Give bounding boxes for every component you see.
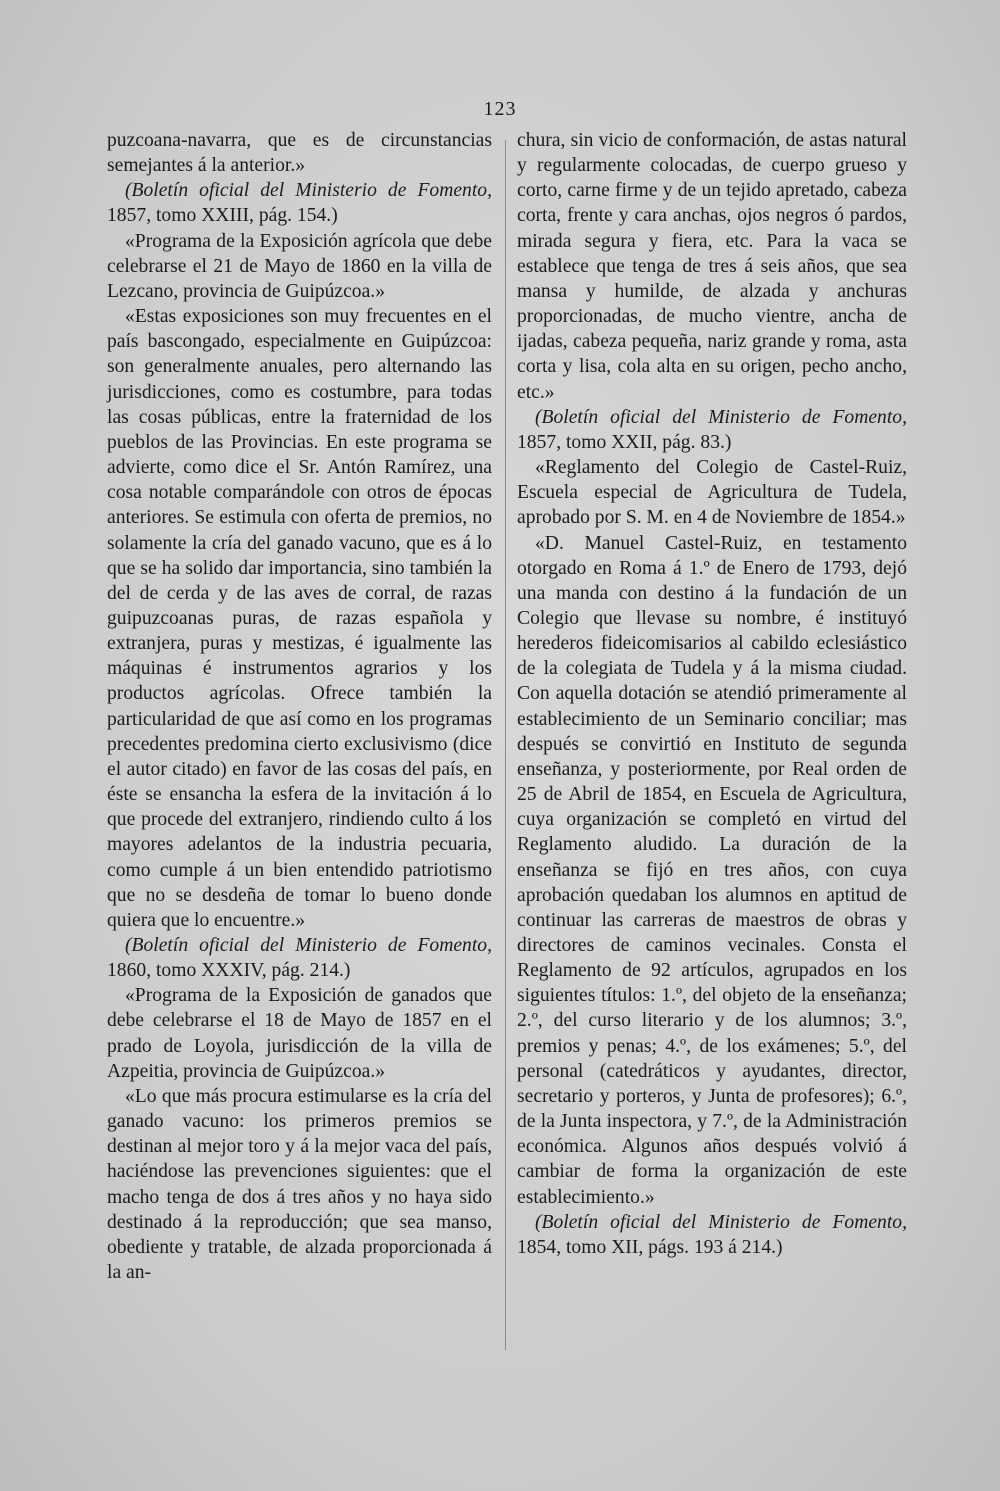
- paragraph: «D. Manuel Castel-Ruiz, en testamento otorgado en Roma á 1.º de Enero de 1793, dejó una manda con destino á la fundación de un Colegio que llevase su nombre, é instituyó herederos fideicomisarios al cabildo eclesiástico de la colegiata de Tudela y á la misma ciudad. Con aquella dotación se atendió primeramente al establecimiento de un Seminario conciliar; mas después se convirtió en Instituto de segunda enseñanza, y posteriormente, por Real orden de 25 de Abril de 1854, en Escuela de Agricultura, cuya organización se completó en virtud del Reglamento aludido. La duración de la enseñanza se fijó en tres años, con cuya aprobación quedaban los alumnos en aptitud de continuar las carreras de maestros de obras y directores de caminos vecinales. Consta el Reglamento de 92 artículos, agrupados en los siguientes títulos: 1.º, del objeto de la enseñanza; 2.º, del curso literario y de los alumnos; 3.º, premios y penas; 4.º, de los exámenes; 5.º, del personal (catedráticos y ayudantes, director, secretario y porteros, y Junta de profesores); 6.º, de la Junta inspectora, y 7.º, de la Administración económica. Algunos años después volvió á cambiar de forma la organización de este establecimiento.»: [517, 532, 907, 1208]
- citation-source: (Boletín oficial del Ministerio de Fomento,: [125, 935, 492, 956]
- paragraph: «Reglamento del Colegio de Castel-Ruiz, Escuela especial de Agricultura de Tudela, aprobado por S. M. en 4 de Noviembre de 1854.»: [517, 457, 907, 529]
- page-number: 123: [483, 98, 517, 120]
- citation-source: (Boletín oficial del Ministerio de Fomento,: [535, 1211, 907, 1233]
- citation-details: 1857, tomo XXII, pág. 83.): [517, 431, 732, 453]
- citation-details: 1854, tomo XII, págs. 193 á 214.): [517, 1236, 783, 1258]
- citation: [517, 1210, 907, 1260]
- paragraph: «Lo que más procura estimularse es la cría del ganado vacuno: los primeros premios se destinan al mejor toro y á la mejor vaca del país, haciéndose las prevenciones siguientes: que el macho tenga de dos á tres años y no haya sido destinado á la reproducción; que sea manso, obediente y tratable, de alzada proporcionada á la an-: [107, 1085, 492, 1284]
- column-divider: [505, 140, 506, 1350]
- citation-source: (Boletín oficial del Ministerio de Fomento,: [125, 180, 492, 202]
- citation-details: 1857, tomo XXIII, pág. 154.): [107, 205, 338, 227]
- citation: [517, 405, 907, 455]
- paragraph: «Programa de la Exposición agrícola que debe celebrarse el 21 de Mayo de 1860 en la villa de Lezcano, provincia de Guipúzcoa.»: [107, 230, 492, 302]
- citation: [107, 178, 492, 228]
- citation-details: 1860, tomo XXXIV, pág. 214.): [107, 960, 351, 982]
- paragraph: puzcoana-navarra, que es de circunstancias semejantes á la anterior.»: [107, 130, 492, 177]
- paragraph: chura, sin vicio de conformación, de astas natural y regularmente colocadas, de cuerpo grueso y corto, carne firme y de un tejido apretado, cabeza corta, frente y cara anchas, ojos negros ó pardos, mirada segura y fiera, etc. Para la vaca se establece que tenga de tres á seis años, que sea mansa y humilde, de alzada y anchuras proporcionadas, de mucho vientre, ancha de ijadas, cabeza pequeña, nariz grande y roma, asta corta y lisa, cola alta en su origen, pecho ancho, etc.»: [517, 130, 907, 403]
- paragraph: «Estas exposiciones son muy frecuentes en el país bascongado, especialmente en Guipúzcoa: son generalmente anuales, pero alternando las jurisdicciones, como es costumbre, para todas las cosas públicas, entre la fraternidad de los pueblos de las Provincias. En este programa se advierte, como dice el Sr. Antón Ramírez, una cosa notable comparándole con otros de épocas anteriores. Se estimula con oferta de premios, no solamente la cría del ganado vacuno, que es á lo que se ha solido dar importancia, sino también la del de cerda y de las aves de corral, de razas guipuzcoanas puras, de razas española y extranjera, puras y mestizas, é igualmente las máquinas é instrumentos agrarios y los productos agrícolas. Ofrece también la particularidad de que así como en los programas precedentes predomina cierto exclusivismo (dice el autor citado) en favor de las cosas del país, en éste se ensancha la esfera de la invitación á lo que procede del extranjero, rindiendo culto á los mayores adelantos de la industria pecuaria, como cumple á un bien entendido patriotismo que no se desdeña de tomar lo bueno donde quiera que lo encuentre.»: [107, 306, 492, 931]
- left-column: [107, 128, 492, 1285]
- paragraph: «Programa de la Exposición de ganados que debe celebrarse el 18 de Mayo de 1857 en el prado de Loyola, jurisdicción de la villa de Azpeitia, provincia de Guipúzcoa.»: [107, 985, 492, 1082]
- citation: [107, 933, 492, 983]
- right-column: [517, 128, 907, 1260]
- citation-source: (Boletín oficial del Ministerio de Fomento,: [535, 406, 907, 428]
